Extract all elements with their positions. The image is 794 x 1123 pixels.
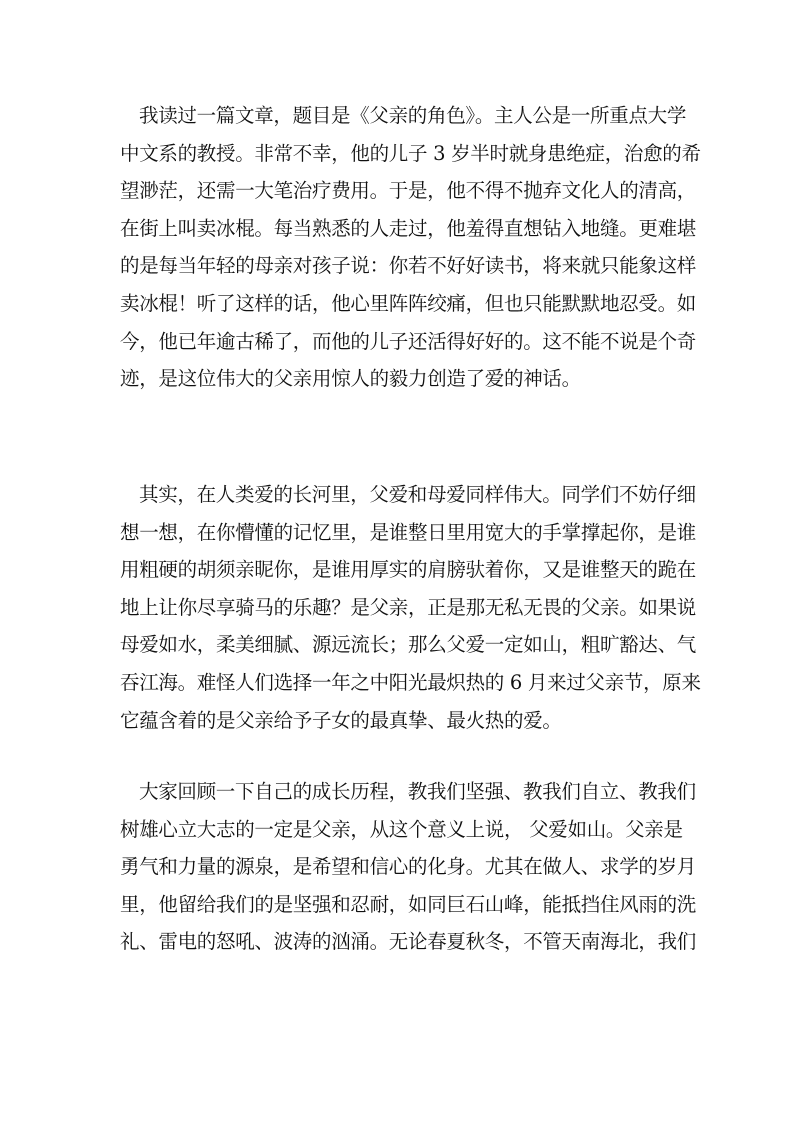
paragraph-line: 的是每当年轻的母亲对孩子说：你若不好好读书，将来就只能象这样 bbox=[120, 254, 697, 278]
paragraph-line: 今，他已年逾古稀了，而他的儿子还活得好好的。这不能不说是个奇 bbox=[120, 329, 697, 353]
paragraph-line: 用粗硬的胡须亲昵你，是谁用厚实的肩膀驮着你，又是谁整天的跪在 bbox=[120, 558, 697, 582]
paragraph-line: 母爱如水，柔美细腻、源远流长；那么父爱一定如山，粗旷豁达、气 bbox=[120, 633, 697, 657]
paragraph-3 bbox=[120, 773, 697, 961]
paragraph-line: 我读过一篇文章，题目是《父亲的角色》。主人公是一所重点大学 bbox=[139, 104, 687, 127]
paragraph-line: 它蕴含着的是父亲给予子女的最真挚、最火热的爱。 bbox=[120, 708, 562, 732]
paragraph-line: 地上让你尽享骑马的乐趣？是父亲，正是那无私无畏的父亲。如果说 bbox=[120, 595, 697, 619]
paragraph-line: 大家回顾一下自己的成长历程，教我们坚强、教我们自立、教我们 bbox=[139, 780, 696, 803]
paragraph-line: 勇气和力量的源泉，是希望和信心的化身。尤其在做人、求学的岁月 bbox=[120, 855, 697, 879]
paragraph-line: 树雄心立大志的一定是父亲，从这个意义上说， 父爱如山。父亲是 bbox=[120, 817, 683, 841]
paragraph-line: 望渺茫，还需一大笔治疗费用。于是，他不得不抛弃文化人的清高， bbox=[120, 179, 697, 203]
paragraph-line: 迹，是这位伟大的父亲用惊人的毅力创造了爱的神话。 bbox=[120, 367, 581, 391]
paragraph-line: 礼、雷电的怒吼、波涛的汹涌。无论春夏秋冬，不管天南海北，我们 bbox=[120, 930, 697, 954]
paragraph-line: 在街上叫卖冰棍。每当熟悉的人走过，他羞得直想钻入地缝。更难堪 bbox=[120, 216, 697, 240]
paragraph-line: 卖冰棍！听了这样的话，他心里阵阵绞痛，但也只能默默地忍受。如 bbox=[120, 291, 697, 315]
paragraph-line: 中文系的教授。非常不幸，他的儿子 3 岁半时就身患绝症，治愈的希 bbox=[120, 141, 701, 165]
paragraph-line: 想一想，在你懵懂的记忆里，是谁整日里用宽大的手掌撑起你，是谁 bbox=[120, 520, 697, 544]
paragraph-2 bbox=[120, 476, 701, 739]
paragraph-1 bbox=[120, 97, 701, 398]
paragraph-line: 其实，在人类爱的长河里，父爱和母爱同样伟大。同学们不妨仔细 bbox=[139, 483, 696, 506]
paragraph-line: 里，他留给我们的是坚强和忍耐，如同巨石山峰，能抵挡住风雨的洗 bbox=[120, 892, 697, 916]
paragraph-line: 吞江海。难怪人们选择一年之中阳光最炽热的 6 月来过父亲节，原来 bbox=[120, 670, 701, 694]
